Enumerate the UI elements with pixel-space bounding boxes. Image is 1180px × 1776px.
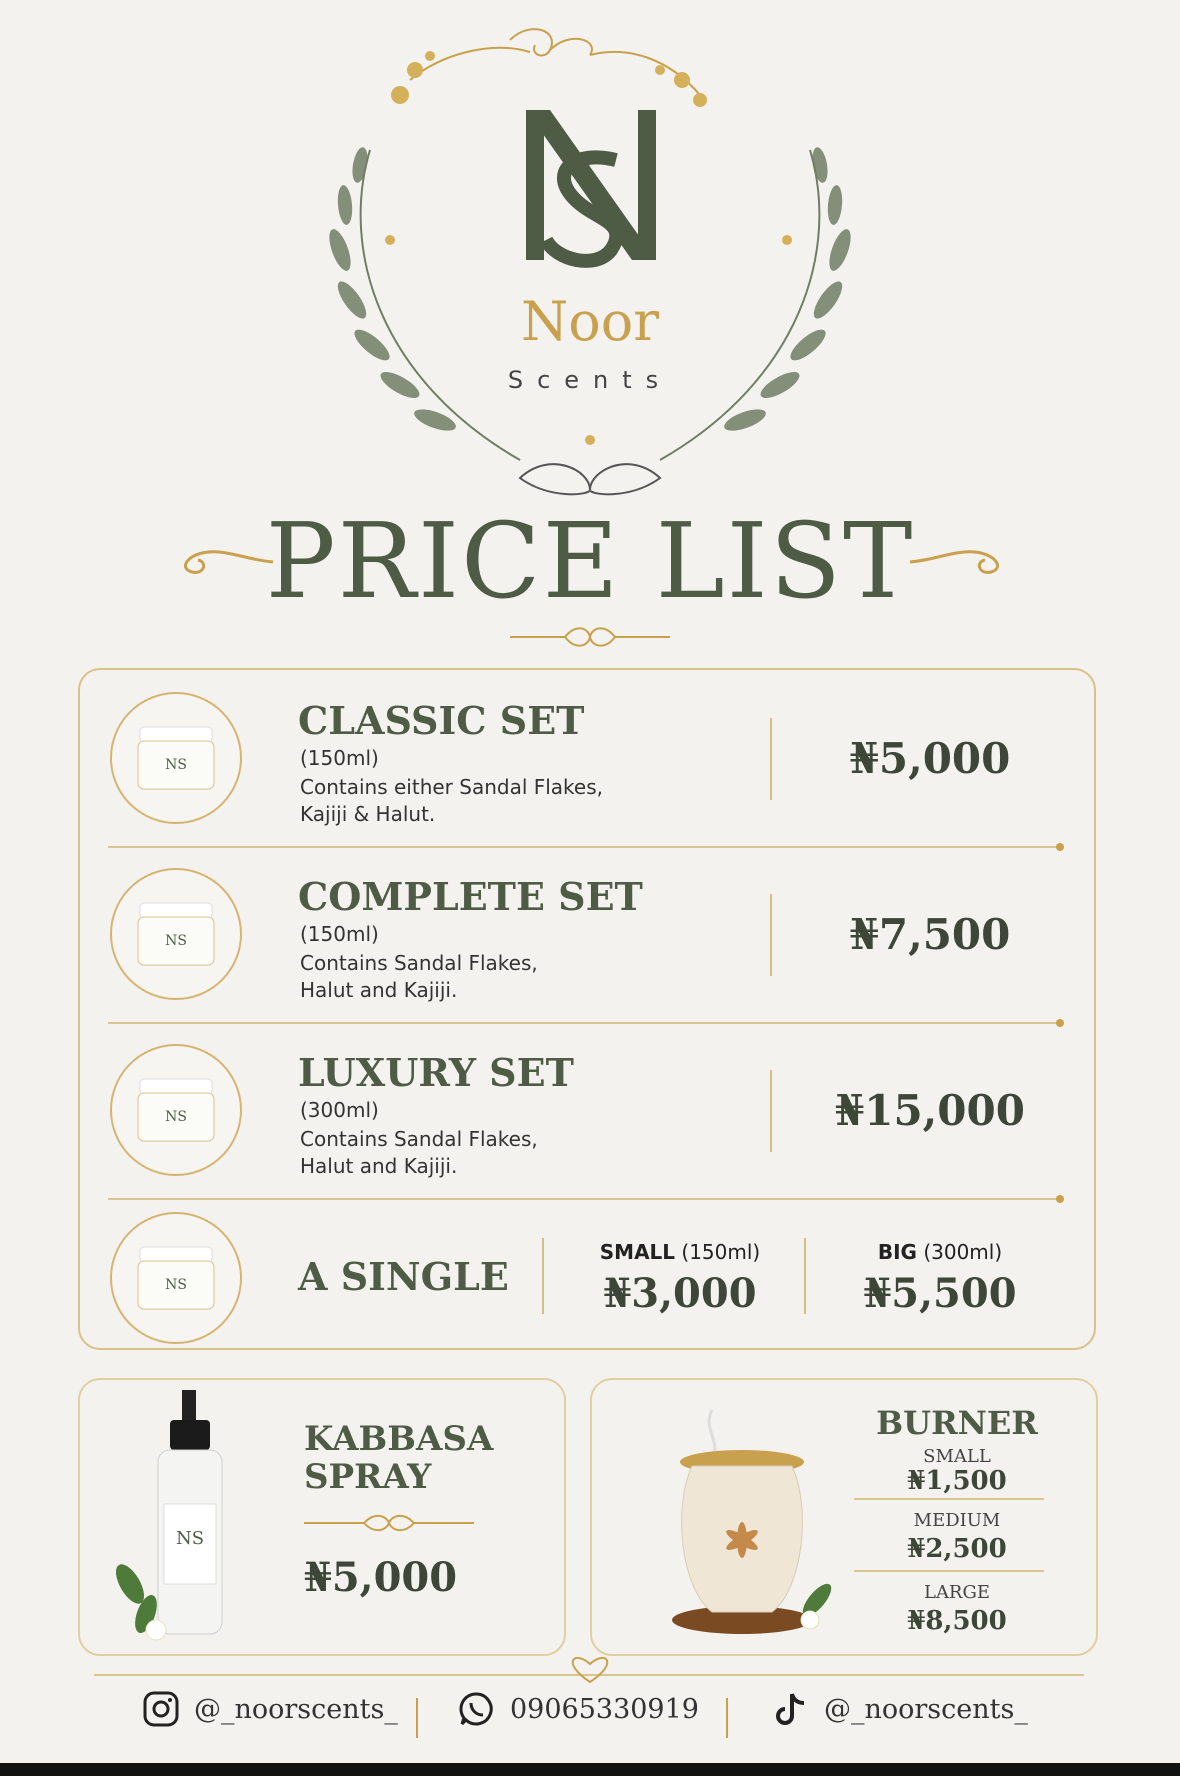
column-divider (770, 1070, 772, 1152)
burner-price-small: ₦1,500 (907, 1466, 1007, 1496)
kabbasa-spray-card[interactable] (78, 1378, 566, 1656)
divider-ornament (304, 1512, 474, 1534)
product-price: ₦5,000 (849, 734, 1011, 783)
description-line: Halut and Kajiji. (300, 978, 458, 1002)
title-line: SPRAY (304, 1457, 432, 1497)
price-list-card (78, 668, 1096, 1350)
spray-bottle-image (100, 1384, 280, 1648)
description-line: Contains Sandal Flakes, (300, 951, 538, 975)
tiktok-handle: @_noorscents_ (824, 1693, 1028, 1725)
bottom-bar (0, 1763, 1180, 1776)
footer-separator (726, 1698, 728, 1738)
burner-divider (854, 1570, 1044, 1572)
svg-text:NS: NS (165, 1109, 187, 1125)
jar-image (110, 1044, 242, 1176)
description-line: Halut and Kajiji. (300, 1154, 458, 1178)
product-row-single[interactable] (80, 1200, 1094, 1350)
svg-text:NS: NS (165, 1277, 187, 1293)
svg-text:NS: NS (165, 757, 187, 773)
flourish-right-decoration (905, 540, 1015, 580)
product-description (300, 1126, 660, 1180)
description-line: Kajiji & Halut. (300, 802, 436, 826)
burner-price-large: ₦8,500 (907, 1606, 1007, 1636)
product-name: CLASSIC SET (298, 698, 585, 743)
svg-text:NS: NS (165, 933, 187, 949)
big-price: ₦5,500 (863, 1270, 1017, 1317)
instagram-handle: @_noorscents_ (194, 1693, 398, 1725)
brand-name: Noor (520, 290, 660, 353)
big-size-label (830, 1240, 1050, 1264)
jar-image (110, 692, 242, 824)
instagram-icon (142, 1690, 180, 1728)
product-size: (300ml) (300, 1098, 379, 1122)
product-name: COMPLETE SET (298, 874, 643, 919)
burner-size-medium: MEDIUM (913, 1510, 1001, 1531)
product-price: ₦7,500 (849, 910, 1011, 959)
description-line: Contains either Sandal Flakes, (300, 775, 604, 799)
tiktok-icon (772, 1690, 810, 1728)
column-divider (542, 1238, 544, 1314)
svg-text:NS: NS (175, 1528, 205, 1549)
column-divider (770, 894, 772, 976)
tiktok-link[interactable] (772, 1690, 1028, 1728)
column-divider (804, 1238, 806, 1314)
kabbasa-price: ₦5,000 (304, 1554, 458, 1601)
page-title: PRICE LIST (265, 500, 915, 622)
description-line: Contains Sandal Flakes, (300, 1127, 538, 1151)
brand-subtitle: Scents (507, 366, 673, 394)
product-name: LUXURY SET (298, 1050, 574, 1095)
product-price: ₦15,000 (835, 1086, 1025, 1135)
jar-image (110, 868, 242, 1000)
title-line: KABBASA (304, 1419, 494, 1459)
product-row-complete[interactable] (80, 848, 1094, 1024)
jar-image (110, 1212, 242, 1344)
instagram-link[interactable] (142, 1690, 398, 1728)
burner-card[interactable] (590, 1378, 1098, 1656)
heart-ornament (540, 1652, 640, 1692)
divider-ornament (510, 622, 670, 652)
column-divider (770, 718, 772, 800)
product-row-classic[interactable] (80, 670, 1094, 846)
whatsapp-icon (458, 1690, 496, 1728)
footer-separator (416, 1698, 418, 1738)
product-size: (150ml) (300, 746, 379, 770)
product-description (300, 774, 660, 828)
product-row-luxury[interactable] (80, 1024, 1094, 1200)
flourish-left-decoration (168, 540, 278, 580)
size-volume: (150ml) (681, 1240, 761, 1264)
product-name: A SINGLE (298, 1254, 509, 1299)
oil-burner-image (642, 1400, 842, 1640)
product-description (300, 950, 660, 1004)
brand-monogram-logo (516, 100, 666, 270)
size-volume: (300ml) (923, 1240, 1003, 1264)
burner-size-small: SMALL (923, 1446, 991, 1467)
size-name: SMALL (599, 1240, 676, 1264)
small-price: ₦3,000 (603, 1270, 757, 1317)
whatsapp-link[interactable] (458, 1690, 699, 1728)
size-name: BIG (877, 1240, 917, 1264)
small-size-label (580, 1240, 780, 1264)
burner-title: BURNER (876, 1404, 1038, 1442)
kabbasa-title (304, 1420, 493, 1496)
burner-size-large: LARGE (923, 1582, 991, 1603)
footer-socials (0, 1690, 1180, 1750)
burner-price-medium: ₦2,500 (907, 1534, 1007, 1564)
product-size: (150ml) (300, 922, 379, 946)
whatsapp-number: 09065330919 (510, 1693, 699, 1725)
burner-divider (854, 1498, 1044, 1500)
